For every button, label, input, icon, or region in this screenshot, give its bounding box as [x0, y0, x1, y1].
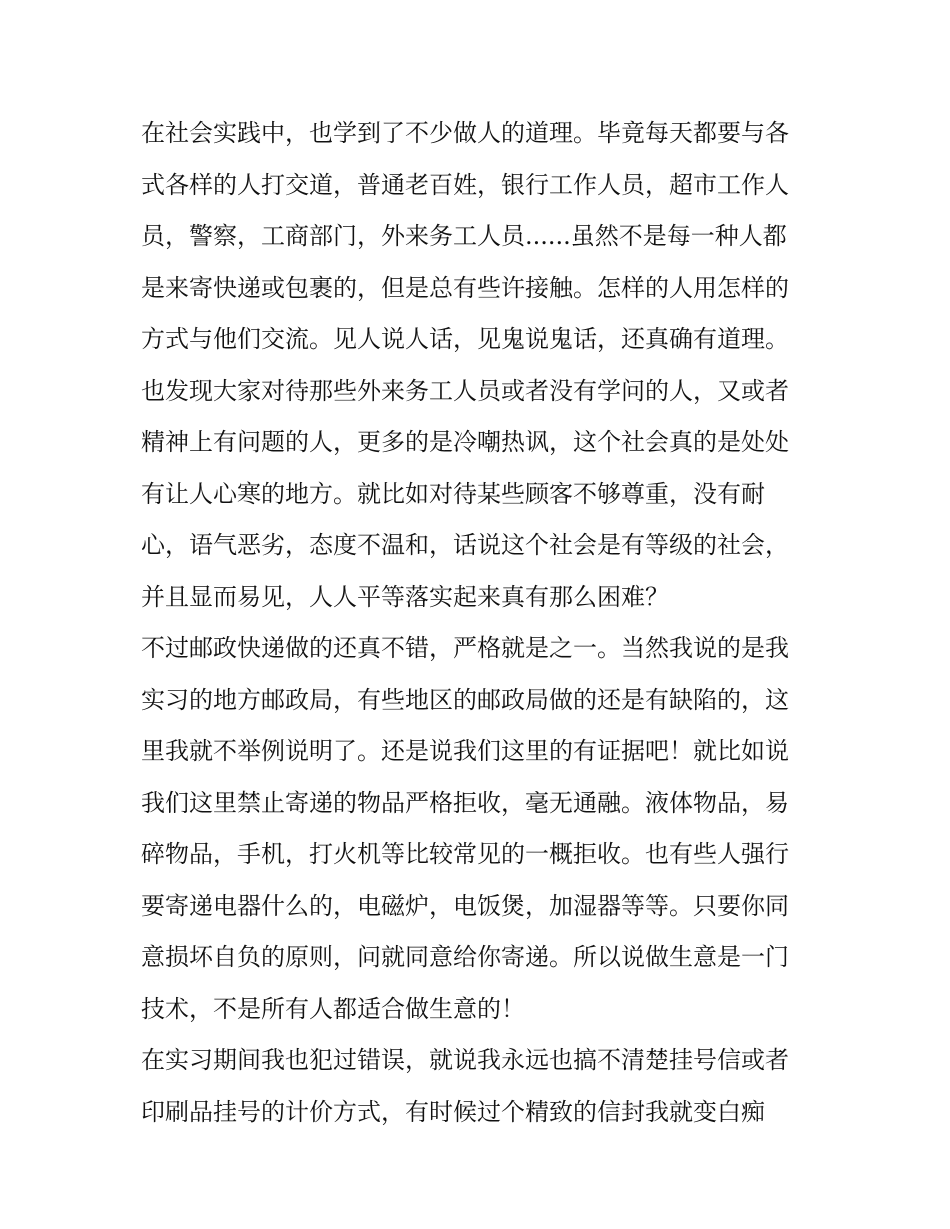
text-line-14: 我们这里禁止寄递的物品严格拒收，毫无通融。液体物品，易	[141, 788, 789, 817]
text-line-2: 式各样的人打交道，普通老百姓，银行工作人员，超市工作人	[141, 170, 789, 199]
text-line-10: 并且显而易见，人人平等落实起来真有那么困难？	[141, 582, 669, 611]
text-line-8: 有让人心寒的地方。就比如对待某些顾客不够尊重，没有耐	[141, 479, 765, 508]
text-line-1: 在社会实践中，也学到了不少做人的道理。毕竟每天都要与各	[141, 119, 789, 147]
text-line-5: 方式与他们交流。见人说人话，见鬼说鬼话，还真确有道理。	[141, 325, 789, 353]
text-line-6: 也发现大家对待那些外来务工人员或者没有学问的人，又或者	[141, 376, 789, 405]
text-line-13: 里我就不举例说明了。还是说我们这里的有证据吧！就比如说	[141, 737, 789, 765]
text-line-11: 不过邮政快递做的还真不错，严格就是之一。当然我说的是我	[141, 634, 789, 662]
text-line-7: 精神上有问题的人，更多的是冷嘲热讽，这个社会真的是处处	[141, 428, 789, 456]
text-line-15: 碎物品，手机，打火机等比较常见的一概拒收。也有些人强行	[141, 840, 789, 868]
text-line-16: 要寄递电器什么的，电磁炉，电饭煲，加湿器等等。只要你同	[141, 891, 789, 920]
text-line-18: 技术，不是所有人都适合做生意的！	[141, 994, 525, 1023]
document-body	[141, 108, 821, 1138]
text-line-20: 印刷品挂号的计价方式，有时候过个精致的信封我就变白痴	[141, 1097, 765, 1126]
text-line-17: 意损坏自负的原则，问就同意给你寄递。所以说做生意是一门	[141, 943, 789, 971]
text-line-4: 是来寄快递或包裹的，但是总有些许接触。怎样的人用怎样的	[141, 273, 789, 302]
text-line-12: 实习的地方邮政局，有些地区的邮政局做的还是有缺陷的，这	[141, 685, 789, 714]
text-line-19: 在实习期间我也犯过错误，就说我永远也搞不清楚挂号信或者	[141, 1046, 789, 1074]
text-line-3: 员，警察，工商部门，外来务工人员......虽然不是每一种人都	[141, 222, 787, 250]
text-line-9: 心，语气恶劣，态度不温和，话说这个社会是有等级的社会，	[141, 531, 789, 559]
